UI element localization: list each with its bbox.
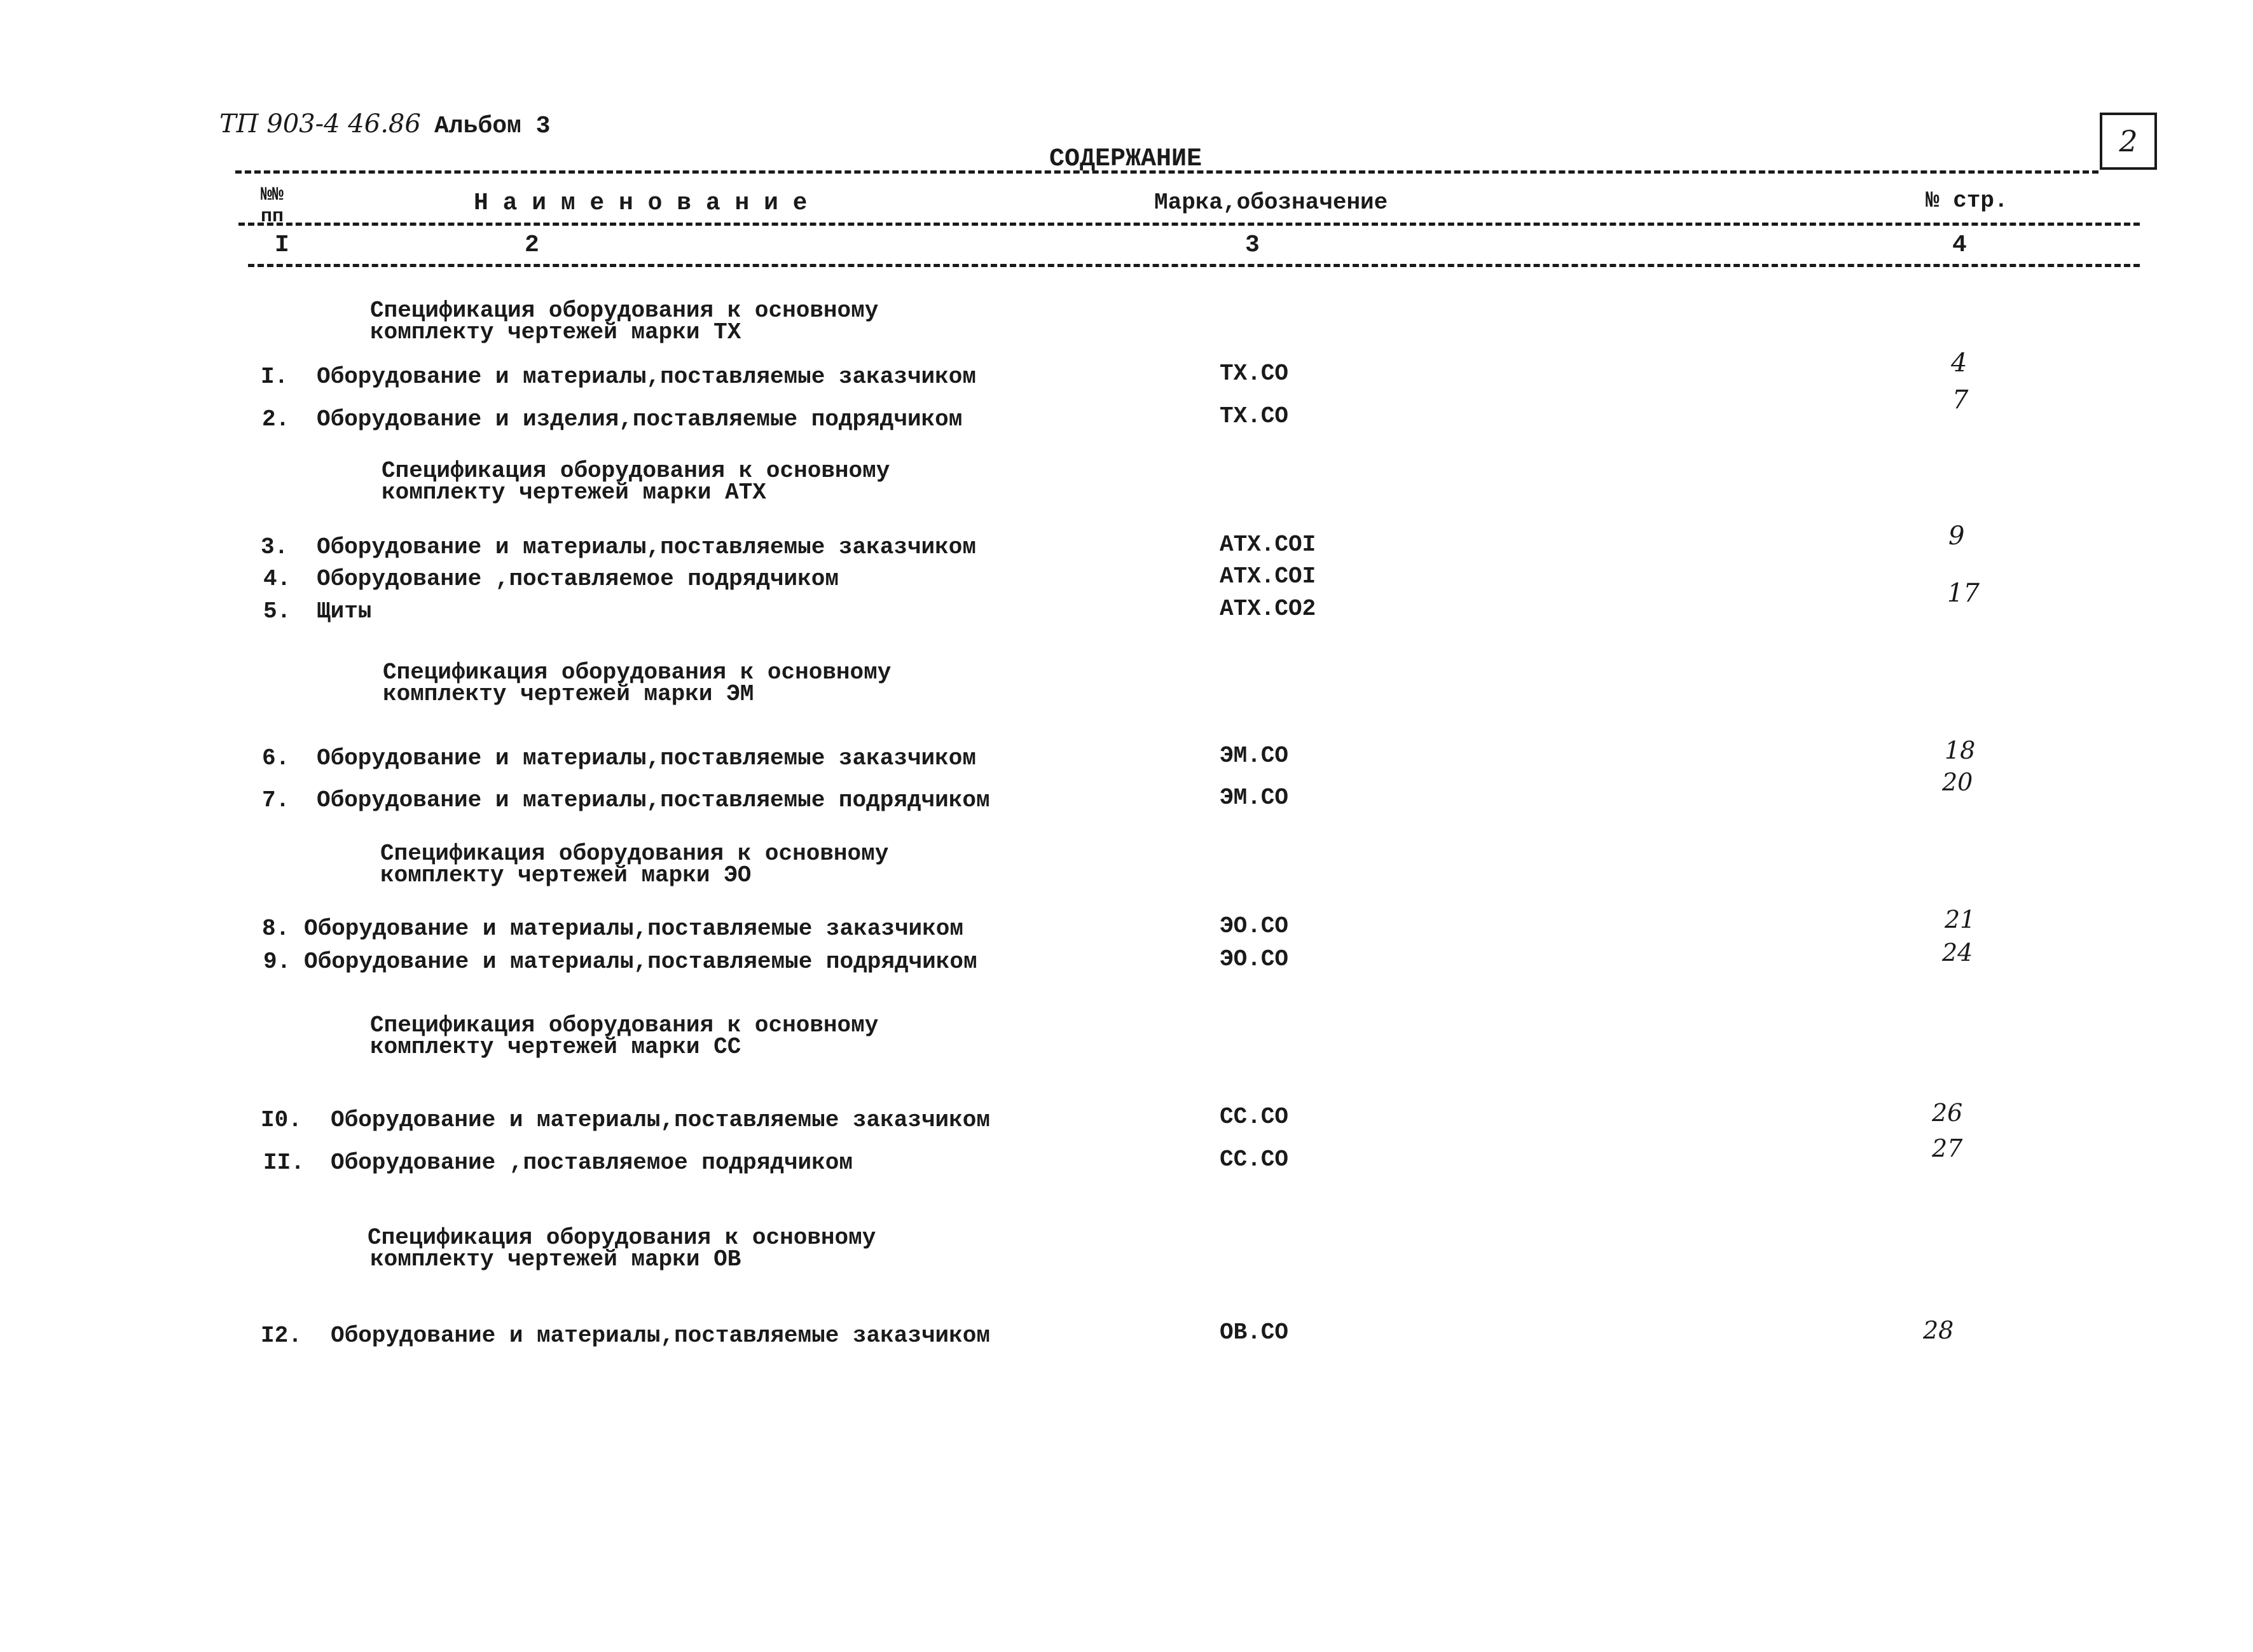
table-header-rule [238, 223, 2140, 226]
row-mark: АТХ.СОI [1220, 532, 1316, 558]
row-number: 9. [263, 949, 291, 975]
section-heading: Спецификация оборудования к основному [380, 841, 889, 867]
row-mark: ЭО.СО [1220, 913, 1289, 939]
row-page: 4 [1951, 348, 1967, 378]
table-top-rule [235, 170, 2098, 174]
page-title: СОДЕРЖАНИЕ [1049, 145, 1202, 174]
row-name: Оборудование и материалы,поставляемые заказчиком [331, 1107, 990, 1133]
row-page: 21 [1945, 905, 1976, 933]
row-mark: АТХ.СОI [1220, 563, 1316, 589]
section-heading: комплекту чертежей марки ЭО [380, 862, 752, 888]
column-index-3: 3 [1245, 231, 1260, 259]
row-number: 6. [262, 745, 290, 771]
row-number: 3. [261, 534, 289, 560]
row-page: 26 [1932, 1099, 1963, 1127]
table-bottom-rule [248, 264, 2140, 267]
row-number: I2. [261, 1323, 302, 1349]
column-page-header: № стр. [1926, 188, 2008, 214]
section-heading: Спецификация оборудования к основному [370, 1012, 879, 1038]
page-number-box [2100, 113, 2157, 170]
row-page: 24 [1942, 939, 1973, 967]
row-mark: ЭМ.СО [1220, 785, 1289, 811]
row-number: I0. [261, 1107, 302, 1133]
row-mark: АТХ.СО2 [1220, 596, 1316, 622]
row-page: 27 [1932, 1134, 1963, 1162]
row-name: Оборудование и материалы,поставляемые заказчиком [331, 1323, 990, 1349]
section-heading: Спецификация оборудования к основному [382, 458, 890, 484]
row-mark: ЭМ.СО [1220, 743, 1289, 769]
section-heading: комплекту чертежей марки ЭМ [383, 681, 754, 707]
section-heading: комплекту чертежей марки ОВ [370, 1246, 741, 1272]
row-mark: СС.СО [1220, 1104, 1289, 1130]
row-mark: СС.СО [1220, 1146, 1289, 1173]
row-name: Оборудование и материалы,поставляемые заказчиком [317, 534, 976, 560]
row-name: Оборудование и материалы,поставляемые заказчиком [304, 916, 963, 942]
row-name: Оборудование и материалы,поставляемые заказчиком [317, 745, 976, 771]
column-number-header: №№ пп [261, 184, 284, 228]
row-name: Оборудование ,поставляемое подрядчиком [317, 566, 839, 592]
row-number: 7. [262, 787, 290, 813]
column-name-header: Н а и м е н о в а н и е [474, 189, 808, 217]
row-name: Оборудование и изделия,поставляемые подрядчиком [317, 406, 963, 432]
row-mark: ОВ.СО [1220, 1319, 1289, 1346]
row-number: 8. [262, 916, 290, 942]
row-number: 5. [263, 598, 291, 624]
column-index-2: 2 [525, 231, 539, 259]
row-name: Щиты [317, 598, 372, 624]
section-heading: Спецификация оборудования к основному [383, 659, 892, 685]
document-code: ТП 903-4 46.86 [219, 109, 421, 139]
row-mark: ТХ.СО [1220, 403, 1289, 429]
row-page: 28 [1923, 1316, 1954, 1344]
row-name: Оборудование и материалы,поставляемые подрядчиком [304, 949, 977, 975]
section-heading: комплекту чертежей марки СС [370, 1034, 741, 1060]
row-mark: ЭО.СО [1220, 946, 1289, 972]
row-name: Оборудование ,поставляемое подрядчиком [331, 1150, 853, 1176]
row-page: 20 [1942, 768, 1973, 796]
row-page: 9 [1948, 521, 1965, 551]
row-name: Оборудование и материалы,поставляемые подрядчиком [317, 787, 990, 813]
row-page: 17 [1947, 579, 1980, 608]
column-index-1: I [275, 231, 289, 259]
row-number: I. [261, 364, 289, 390]
column-mark-header: Марка,обозначение [1154, 189, 1388, 216]
section-heading: Спецификация оборудования к основному [368, 1225, 876, 1251]
album-label: Альбом 3 [434, 113, 551, 140]
row-mark: ТХ.СО [1220, 361, 1289, 387]
row-number: 4. [263, 566, 291, 592]
row-page: 18 [1945, 736, 1976, 764]
column-index-4: 4 [1952, 231, 1967, 259]
section-heading: комплекту чертежей марки АТХ [382, 479, 766, 506]
section-heading: комплекту чертежей марки ТХ [370, 319, 741, 345]
row-name: Оборудование и материалы,поставляемые заказчиком [317, 364, 976, 390]
row-number: II. [263, 1150, 305, 1176]
page-number: 2 [2119, 124, 2138, 158]
row-number: 2. [262, 406, 290, 432]
row-page: 7 [1952, 385, 1969, 415]
section-heading: Спецификация оборудования к основному [370, 298, 879, 324]
